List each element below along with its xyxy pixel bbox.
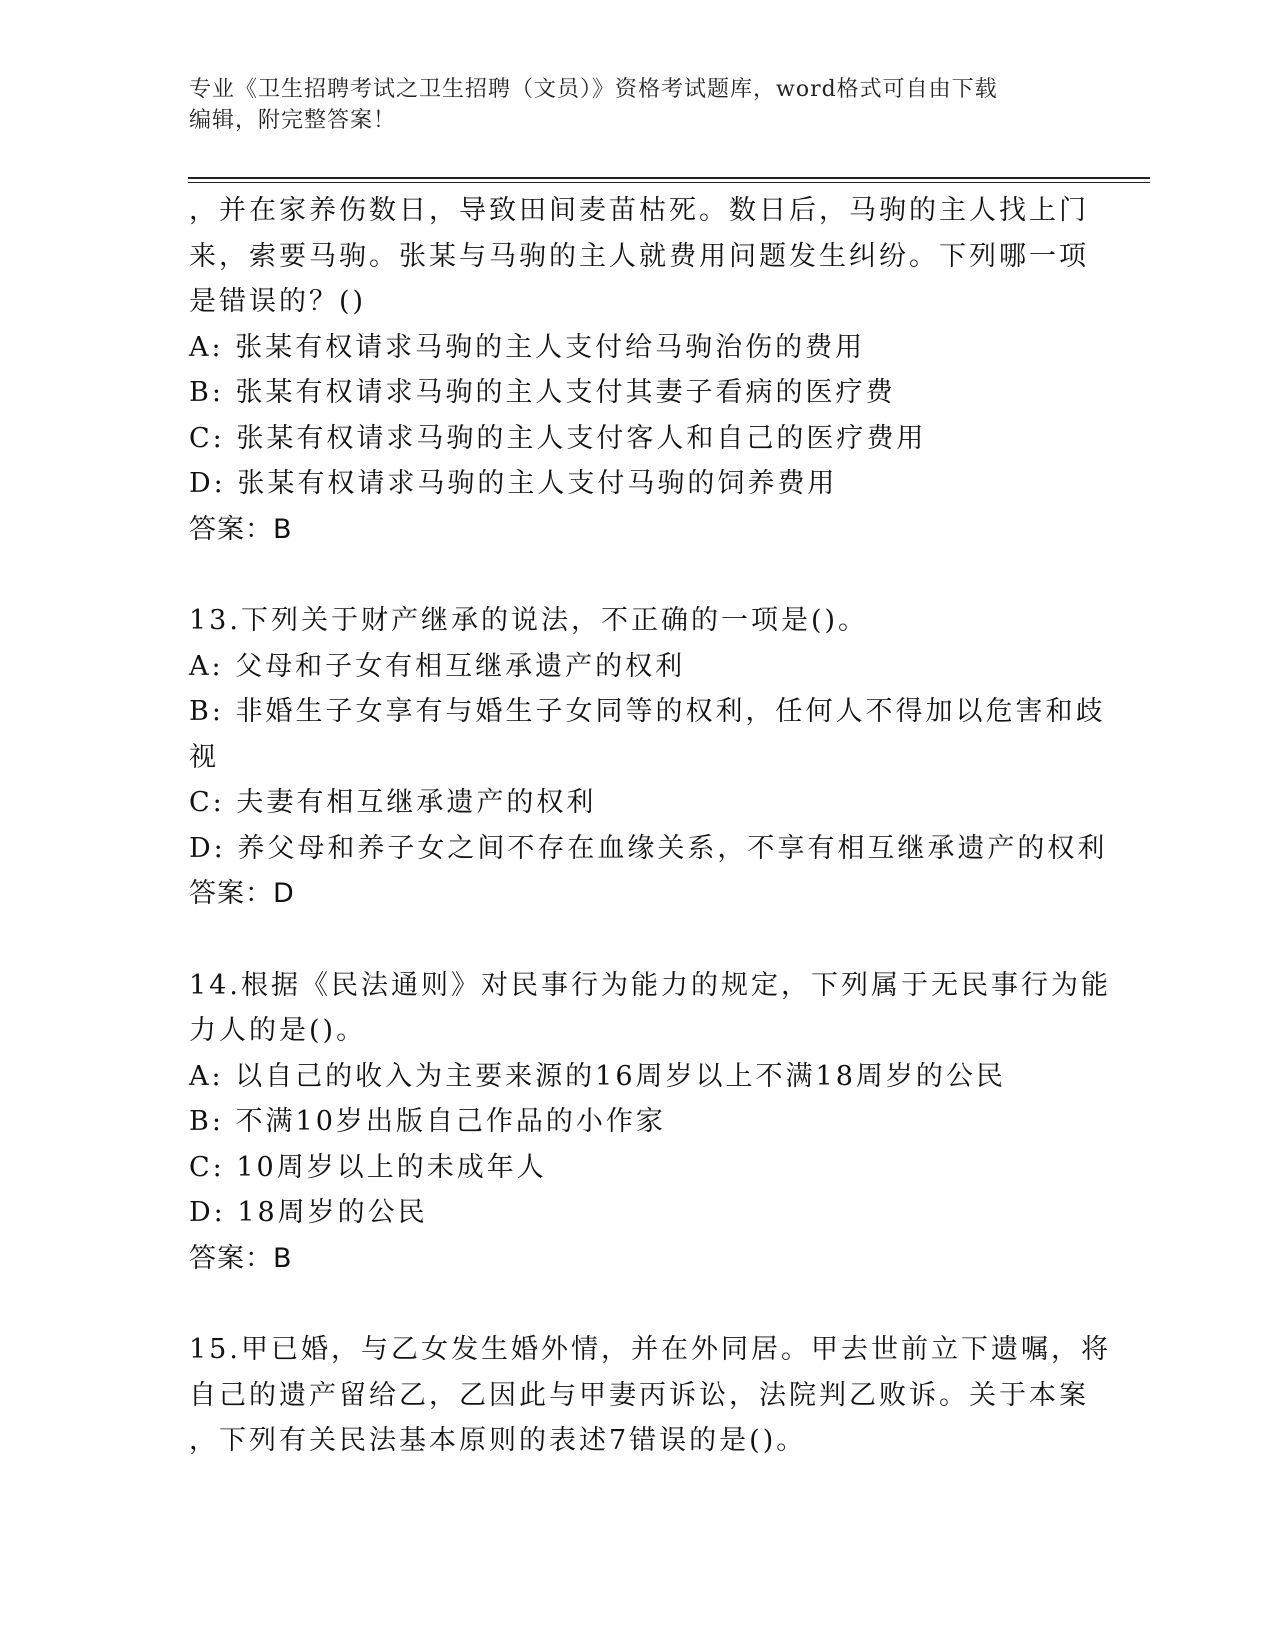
option-a: A: 以自己的收入为主要来源的16周岁以上不满18周岁的公民 xyxy=(189,1060,1006,1092)
option-b: B: 非婚生子女享有与婚生子女同等的权利，任何人不得加以危害和歧 xyxy=(189,696,1106,727)
question-block-13 xyxy=(189,598,1108,917)
question-block-14 xyxy=(189,963,1111,1282)
header-line-1: 专业《卫生招聘考试之卫生招聘（文员）》资格考试题库，word格式可自由下载 xyxy=(189,77,998,102)
header-rule-thin xyxy=(188,182,1150,183)
answer-line: 答案：B xyxy=(189,1242,293,1274)
question-block-12 xyxy=(189,188,1089,552)
spacer xyxy=(189,917,1089,963)
question-stem-line: 是错误的？() xyxy=(189,286,367,317)
question-stem-line: 15.甲已婚，与乙女发生婚外情，并在外同居。甲去世前立下遗嘱，将 xyxy=(189,1334,1111,1365)
question-block-15 xyxy=(189,1327,1111,1464)
option-b-continued: 视 xyxy=(189,741,219,773)
answer-line: 答案：D xyxy=(189,878,295,909)
header-line-2: 编辑，附完整答案！ xyxy=(189,108,397,133)
spacer xyxy=(189,552,1089,598)
question-list xyxy=(189,188,1111,1464)
spacer xyxy=(189,1281,1089,1327)
question-stem-line: ，下列有关民法基本原则的表述7错误的是()。 xyxy=(189,1425,807,1456)
question-stem-line: 来，索要马驹。张某与马驹的主人就费用问题发生纠纷。下列哪一项 xyxy=(189,240,1089,272)
question-stem-line: ，并在家养伤数日，导致田间麦苗枯死。数日后，马驹的主人找上门 xyxy=(189,195,1089,226)
option-c: C: 10周岁以上的未成年人 xyxy=(189,1151,547,1183)
option-b: B: 不满10岁出版自己作品的小作家 xyxy=(189,1106,666,1137)
option-b: B: 张某有权请求马驹的主人支付其妻子看病的医疗费 xyxy=(189,377,896,408)
option-a: A: 父母和子女有相互继承遗产的权利 xyxy=(189,650,686,682)
question-stem-line: 自己的遗产留给乙，乙因此与甲妻丙诉讼，法院判乙败诉。关于本案 xyxy=(189,1379,1089,1411)
option-c: C: 张某有权请求马驹的主人支付客人和自己的医疗费用 xyxy=(189,422,927,454)
document-header xyxy=(189,74,1089,136)
option-d: D: 18周岁的公民 xyxy=(189,1197,428,1228)
option-d: D: 养父母和养子女之间不存在血缘关系，不享有相互继承遗产的权利 xyxy=(189,832,1108,864)
option-a: A: 张某有权请求马驹的主人支付给马驹治伤的费用 xyxy=(189,331,866,363)
answer-line: 答案：B xyxy=(189,513,293,545)
question-stem-line: 13.下列关于财产继承的说法，不正确的一项是()。 xyxy=(189,605,869,636)
option-c: C: 夫妻有相互继承遗产的权利 xyxy=(189,787,597,818)
question-stem-line: 力人的是()。 xyxy=(189,1015,367,1046)
header-rule-thick xyxy=(188,177,1150,179)
question-stem-line: 14.根据《民法通则》对民事行为能力的规定，下列属于无民事行为能 xyxy=(189,969,1111,1001)
option-d: D: 张某有权请求马驹的主人支付马驹的饲养费用 xyxy=(189,468,838,499)
